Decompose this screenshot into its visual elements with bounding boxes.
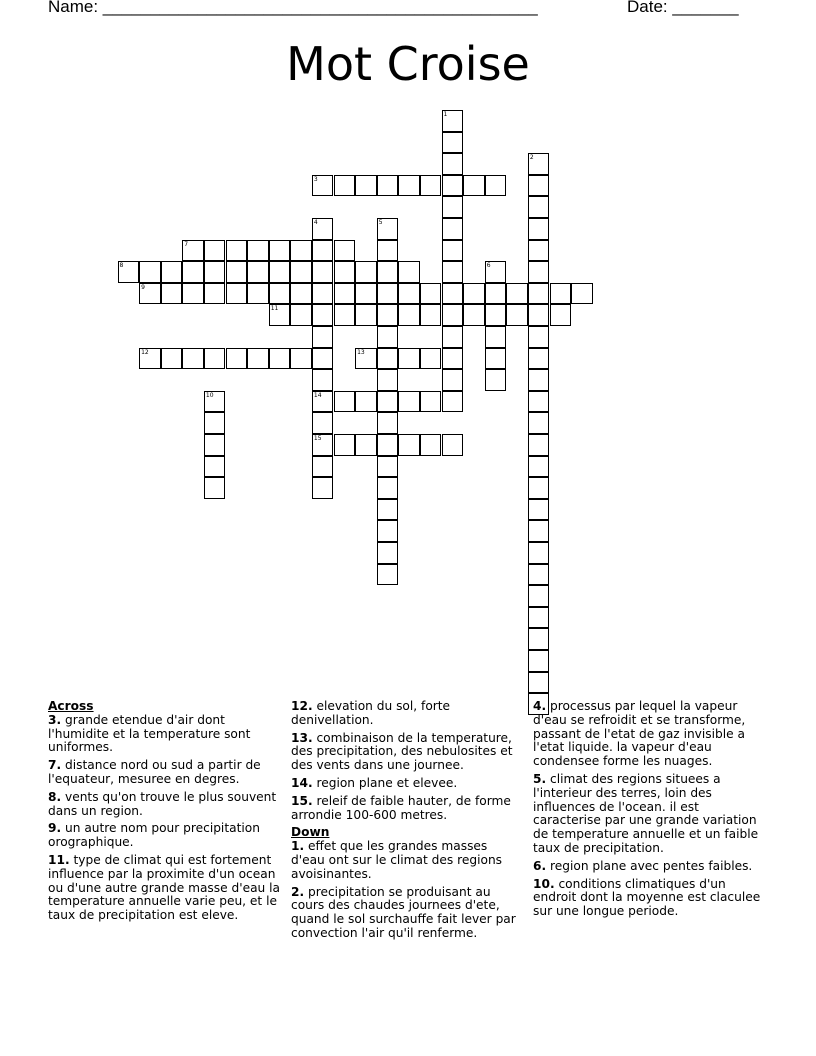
across-clue xyxy=(291,732,523,773)
clue-number-label: 14. xyxy=(291,775,313,790)
grid-cell[interactable] xyxy=(334,283,356,305)
grid-cell[interactable] xyxy=(442,132,464,154)
grid-cell[interactable] xyxy=(247,348,269,370)
name-field[interactable]: Name: ______________________________________________ xyxy=(48,0,538,16)
grid-cell[interactable] xyxy=(182,240,204,262)
grid-cell[interactable] xyxy=(269,240,291,262)
grid-cell[interactable] xyxy=(528,650,550,672)
grid-cell[interactable] xyxy=(377,240,399,262)
grid-cell[interactable] xyxy=(204,261,226,283)
grid-cell[interactable] xyxy=(290,348,312,370)
clue-number-label: 3. xyxy=(48,712,62,727)
grid-cell[interactable] xyxy=(528,499,550,521)
clue-text: region plane et elevee. xyxy=(312,775,458,790)
clue-number: 8 xyxy=(119,262,124,270)
grid-cell[interactable] xyxy=(442,391,464,413)
clue-text: region plane avec pentes faibles. xyxy=(546,858,753,873)
clue-number-label: 9. xyxy=(48,821,62,836)
clue-text: processus par lequel la vapeur d'eau se refroidit et se transforme, passant de l'etat de gaz invisible a l'etat liquide. la vapeur d'eau condensee forme les nuages. xyxy=(533,699,746,769)
grid-cell[interactable] xyxy=(485,326,507,348)
grid-cell[interactable] xyxy=(528,542,550,564)
grid-cell[interactable] xyxy=(204,391,226,413)
across-clue xyxy=(291,777,523,791)
grid-cell[interactable] xyxy=(334,434,356,456)
grid-cell[interactable] xyxy=(442,110,464,132)
down-clue xyxy=(533,878,765,919)
clue-number: 5 xyxy=(378,219,383,226)
down-clue xyxy=(291,886,523,941)
grid-cell[interactable] xyxy=(528,412,550,434)
grid-cell[interactable] xyxy=(528,456,550,478)
grid-cell[interactable] xyxy=(161,348,183,370)
grid-cell[interactable] xyxy=(182,261,204,283)
clue-text: precipitation se produisant au cours des chaudes journees d'ete, quand le sol surchauffe fait lever par convection l'air qu'il renferme. xyxy=(291,884,516,940)
grid-cell[interactable] xyxy=(528,477,550,499)
date-field[interactable]: Date: _______ xyxy=(627,0,739,16)
grid-cell[interactable] xyxy=(290,304,312,326)
grid-cell[interactable] xyxy=(334,304,356,326)
clue-number-label: 12. xyxy=(291,699,313,713)
grid-cell[interactable] xyxy=(442,153,464,175)
grid-cell[interactable] xyxy=(290,261,312,283)
grid-cell[interactable] xyxy=(204,348,226,370)
grid-cell[interactable] xyxy=(571,283,593,305)
clue-text: conditions climatiques d'un endroit dont la moyenne est claculee sur une longue periode. xyxy=(533,876,761,919)
down-heading: Down xyxy=(291,825,330,840)
grid-cell[interactable] xyxy=(485,175,507,197)
grid-cell[interactable] xyxy=(355,348,377,370)
grid-cell[interactable] xyxy=(420,283,442,305)
clue-text: climat des regions situees a l'interieur des terres, loin des influences de l'ocean. il est caracterise par une grande variation de temperature annuelle et un faible taux de precipitation. xyxy=(533,771,759,855)
grid-cell[interactable] xyxy=(377,261,399,283)
grid-cell[interactable] xyxy=(528,304,550,326)
grid-cell[interactable] xyxy=(377,175,399,197)
grid-cell[interactable] xyxy=(463,304,485,326)
across-clue xyxy=(48,822,280,850)
grid-cell[interactable] xyxy=(442,326,464,348)
grid-cell[interactable] xyxy=(204,283,226,305)
clue-number: 3 xyxy=(313,175,318,183)
grid-cell[interactable] xyxy=(377,477,399,499)
grid-cell[interactable] xyxy=(377,326,399,348)
clue-text: distance nord ou sud a partir de l'equateur, mesuree en degres. xyxy=(48,758,261,786)
grid-cell[interactable] xyxy=(182,348,204,370)
grid-cell[interactable] xyxy=(528,607,550,629)
grid-cell[interactable] xyxy=(247,240,269,262)
grid-cell[interactable] xyxy=(528,218,550,240)
grid-cell[interactable] xyxy=(442,348,464,370)
clue-text: combinaison de la temperature, des precipitation, des nebulosites et des vents dans une journee. xyxy=(291,730,513,773)
grid-cell[interactable] xyxy=(334,261,356,283)
grid-cell[interactable] xyxy=(312,240,334,262)
grid-cell[interactable] xyxy=(442,240,464,262)
grid-cell[interactable] xyxy=(355,175,377,197)
grid-cell[interactable] xyxy=(506,304,528,326)
grid-cell[interactable] xyxy=(204,456,226,478)
grid-cell[interactable] xyxy=(226,261,248,283)
clue-text: un autre nom pour precipitation orographique. xyxy=(48,821,260,850)
grid-cell[interactable] xyxy=(550,304,572,326)
grid-cell[interactable] xyxy=(269,261,291,283)
grid-cell[interactable] xyxy=(269,304,291,326)
grid-cell[interactable] xyxy=(463,175,485,197)
grid-cell[interactable] xyxy=(485,304,507,326)
grid-cell[interactable] xyxy=(528,348,550,370)
grid-cell[interactable] xyxy=(204,412,226,434)
clue-number-label: 11. xyxy=(48,852,70,867)
clue-text: elevation du sol, forte denivellation. xyxy=(291,699,451,727)
grid-cell[interactable] xyxy=(442,218,464,240)
grid-cell[interactable] xyxy=(312,391,334,413)
grid-cell[interactable] xyxy=(442,196,464,218)
grid-cell[interactable] xyxy=(355,261,377,283)
clue-text: effet que les grandes masses d'eau ont sur le climat des regions avoisinantes. xyxy=(291,839,503,881)
grid-cell[interactable] xyxy=(312,456,334,478)
grid-cell[interactable] xyxy=(398,434,420,456)
grid-cell[interactable] xyxy=(528,283,550,305)
clues-column-2 xyxy=(291,700,523,945)
grid-cell[interactable] xyxy=(226,348,248,370)
grid-cell[interactable] xyxy=(485,348,507,370)
grid-cell[interactable] xyxy=(398,283,420,305)
grid-cell[interactable] xyxy=(398,348,420,370)
grid-cell[interactable] xyxy=(377,412,399,434)
grid-cell[interactable] xyxy=(247,261,269,283)
grid-cell[interactable] xyxy=(312,175,334,197)
grid-cell[interactable] xyxy=(420,304,442,326)
grid-cell[interactable] xyxy=(334,240,356,262)
grid-cell[interactable] xyxy=(485,369,507,391)
grid-cell[interactable] xyxy=(312,283,334,305)
grid-cell[interactable] xyxy=(528,240,550,262)
grid-cell[interactable] xyxy=(528,326,550,348)
clue-text: type de climat qui est fortement influence par la proximite d'un ocean ou d'une autre grande masse d'eau la temperature annuelle varie peu, et le taux de precipitation est eleve. xyxy=(48,852,281,923)
grid-cell[interactable] xyxy=(355,434,377,456)
grid-cell[interactable] xyxy=(247,283,269,305)
grid-cell[interactable] xyxy=(420,434,442,456)
grid-cell[interactable] xyxy=(118,261,140,283)
grid-cell[interactable] xyxy=(442,434,464,456)
grid-cell[interactable] xyxy=(420,348,442,370)
grid-cell[interactable] xyxy=(463,283,485,305)
grid-cell[interactable] xyxy=(204,434,226,456)
grid-cell[interactable] xyxy=(269,348,291,370)
clue-number: 15 xyxy=(313,435,322,442)
grid-cell[interactable] xyxy=(528,369,550,391)
grid-cell[interactable] xyxy=(334,391,356,413)
grid-cell[interactable] xyxy=(528,196,550,218)
grid-cell[interactable] xyxy=(442,304,464,326)
grid-cell[interactable] xyxy=(312,304,334,326)
clue-text: vents qu'on trouve le plus souvent dans un region. xyxy=(48,789,277,818)
grid-cell[interactable] xyxy=(528,672,550,694)
clue-number-label: 7. xyxy=(48,758,62,773)
across-clue xyxy=(291,795,523,823)
grid-cell[interactable] xyxy=(377,218,399,240)
grid-cell[interactable] xyxy=(377,369,399,391)
clue-number-label: 1. xyxy=(291,839,305,854)
grid-cell[interactable] xyxy=(377,434,399,456)
grid-cell[interactable] xyxy=(290,240,312,262)
grid-cell[interactable] xyxy=(269,283,291,305)
across-clue-list-continued xyxy=(291,700,523,822)
across-clue-list xyxy=(48,714,280,923)
clue-number: 4 xyxy=(313,219,318,226)
clues-column-1 xyxy=(48,700,280,927)
grid-cell[interactable] xyxy=(355,283,377,305)
down-clue xyxy=(291,840,523,881)
clue-number: 6 xyxy=(486,262,491,270)
grid-cell[interactable] xyxy=(528,153,550,175)
grid-cell[interactable] xyxy=(355,391,377,413)
grid-cell[interactable] xyxy=(528,175,550,197)
grid-cell[interactable] xyxy=(398,175,420,197)
grid-cell[interactable] xyxy=(528,391,550,413)
clues-column-3 xyxy=(533,700,765,923)
grid-cell[interactable] xyxy=(398,304,420,326)
grid-cell[interactable] xyxy=(442,175,464,197)
grid-cell[interactable] xyxy=(528,585,550,607)
grid-cell[interactable] xyxy=(312,477,334,499)
grid-cell[interactable] xyxy=(161,261,183,283)
grid-cell[interactable] xyxy=(204,477,226,499)
grid-cell[interactable] xyxy=(226,283,248,305)
grid-cell[interactable] xyxy=(139,348,161,370)
grid-cell[interactable] xyxy=(312,326,334,348)
across-clue xyxy=(48,791,280,819)
clue-number-label: 13. xyxy=(291,730,313,745)
grid-cell[interactable] xyxy=(377,520,399,542)
clue-number-label: 4. xyxy=(533,699,547,713)
grid-cell[interactable] xyxy=(182,283,204,305)
grid-cell[interactable] xyxy=(528,564,550,586)
grid-cell[interactable] xyxy=(377,542,399,564)
grid-cell[interactable] xyxy=(528,434,550,456)
grid-cell[interactable] xyxy=(290,283,312,305)
grid-cell[interactable] xyxy=(355,304,377,326)
across-clue xyxy=(291,700,523,728)
grid-cell[interactable] xyxy=(420,391,442,413)
clue-text: grande etendue d'air dont l'humidite et la temperature sont uniformes. xyxy=(48,712,251,755)
grid-cell[interactable] xyxy=(334,175,356,197)
grid-cell[interactable] xyxy=(377,304,399,326)
page-title: Mot Croise xyxy=(286,37,530,91)
across-heading: Across xyxy=(48,699,94,713)
grid-cell[interactable] xyxy=(312,348,334,370)
clue-number: 2 xyxy=(529,154,534,162)
down-clue-list-continued xyxy=(533,700,765,919)
grid-cell[interactable] xyxy=(485,283,507,305)
clue-number-label: 5. xyxy=(533,771,547,786)
down-clue xyxy=(533,773,765,856)
grid-cell[interactable] xyxy=(161,283,183,305)
down-clue xyxy=(533,860,765,874)
grid-cell[interactable] xyxy=(226,240,248,262)
clue-number: 14 xyxy=(313,391,322,399)
grid-cell[interactable] xyxy=(528,520,550,542)
clue-number-label: 10. xyxy=(533,876,555,891)
grid-cell[interactable] xyxy=(312,261,334,283)
clue-number: 10 xyxy=(205,391,214,399)
grid-cell[interactable] xyxy=(550,283,572,305)
clue-number: 11 xyxy=(270,305,279,313)
grid-cell[interactable] xyxy=(485,261,507,283)
grid-cell[interactable] xyxy=(312,218,334,240)
grid-cell[interactable] xyxy=(377,499,399,521)
grid-cell[interactable] xyxy=(377,391,399,413)
grid-cell[interactable] xyxy=(528,261,550,283)
grid-cell[interactable] xyxy=(204,240,226,262)
clue-text: releif de faible hauter, de forme arrondie 100-600 metres. xyxy=(291,793,511,822)
clue-number-label: 8. xyxy=(48,789,62,804)
grid-cell[interactable] xyxy=(442,283,464,305)
grid-cell[interactable] xyxy=(312,434,334,456)
grid-cell[interactable] xyxy=(139,261,161,283)
clue-number: 12 xyxy=(141,348,149,356)
grid-cell[interactable] xyxy=(442,261,464,283)
down-clue-list xyxy=(291,840,523,941)
grid-cell[interactable] xyxy=(398,391,420,413)
grid-cell[interactable] xyxy=(377,564,399,586)
clue-number-label: 15. xyxy=(291,793,313,808)
clue-number: 9 xyxy=(141,283,145,291)
grid-cell[interactable] xyxy=(528,628,550,650)
across-clue xyxy=(48,714,280,755)
grid-cell[interactable] xyxy=(377,348,399,370)
grid-cell[interactable] xyxy=(420,175,442,197)
clue-number: 7 xyxy=(184,240,189,248)
down-clue xyxy=(533,700,765,769)
across-clue xyxy=(48,759,280,787)
across-clue xyxy=(48,854,280,923)
grid-cell[interactable] xyxy=(398,261,420,283)
clue-number: 13 xyxy=(357,348,365,356)
grid-cell[interactable] xyxy=(442,369,464,391)
clue-number-label: 2. xyxy=(291,884,305,899)
grid-cell[interactable] xyxy=(139,283,161,305)
grid-cell[interactable] xyxy=(377,456,399,478)
clue-number-label: 6. xyxy=(533,858,547,873)
grid-cell[interactable] xyxy=(312,412,334,434)
clue-number: 1 xyxy=(443,111,448,118)
grid-cell[interactable] xyxy=(312,369,334,391)
grid-cell[interactable] xyxy=(377,283,399,305)
grid-cell[interactable] xyxy=(506,283,528,305)
